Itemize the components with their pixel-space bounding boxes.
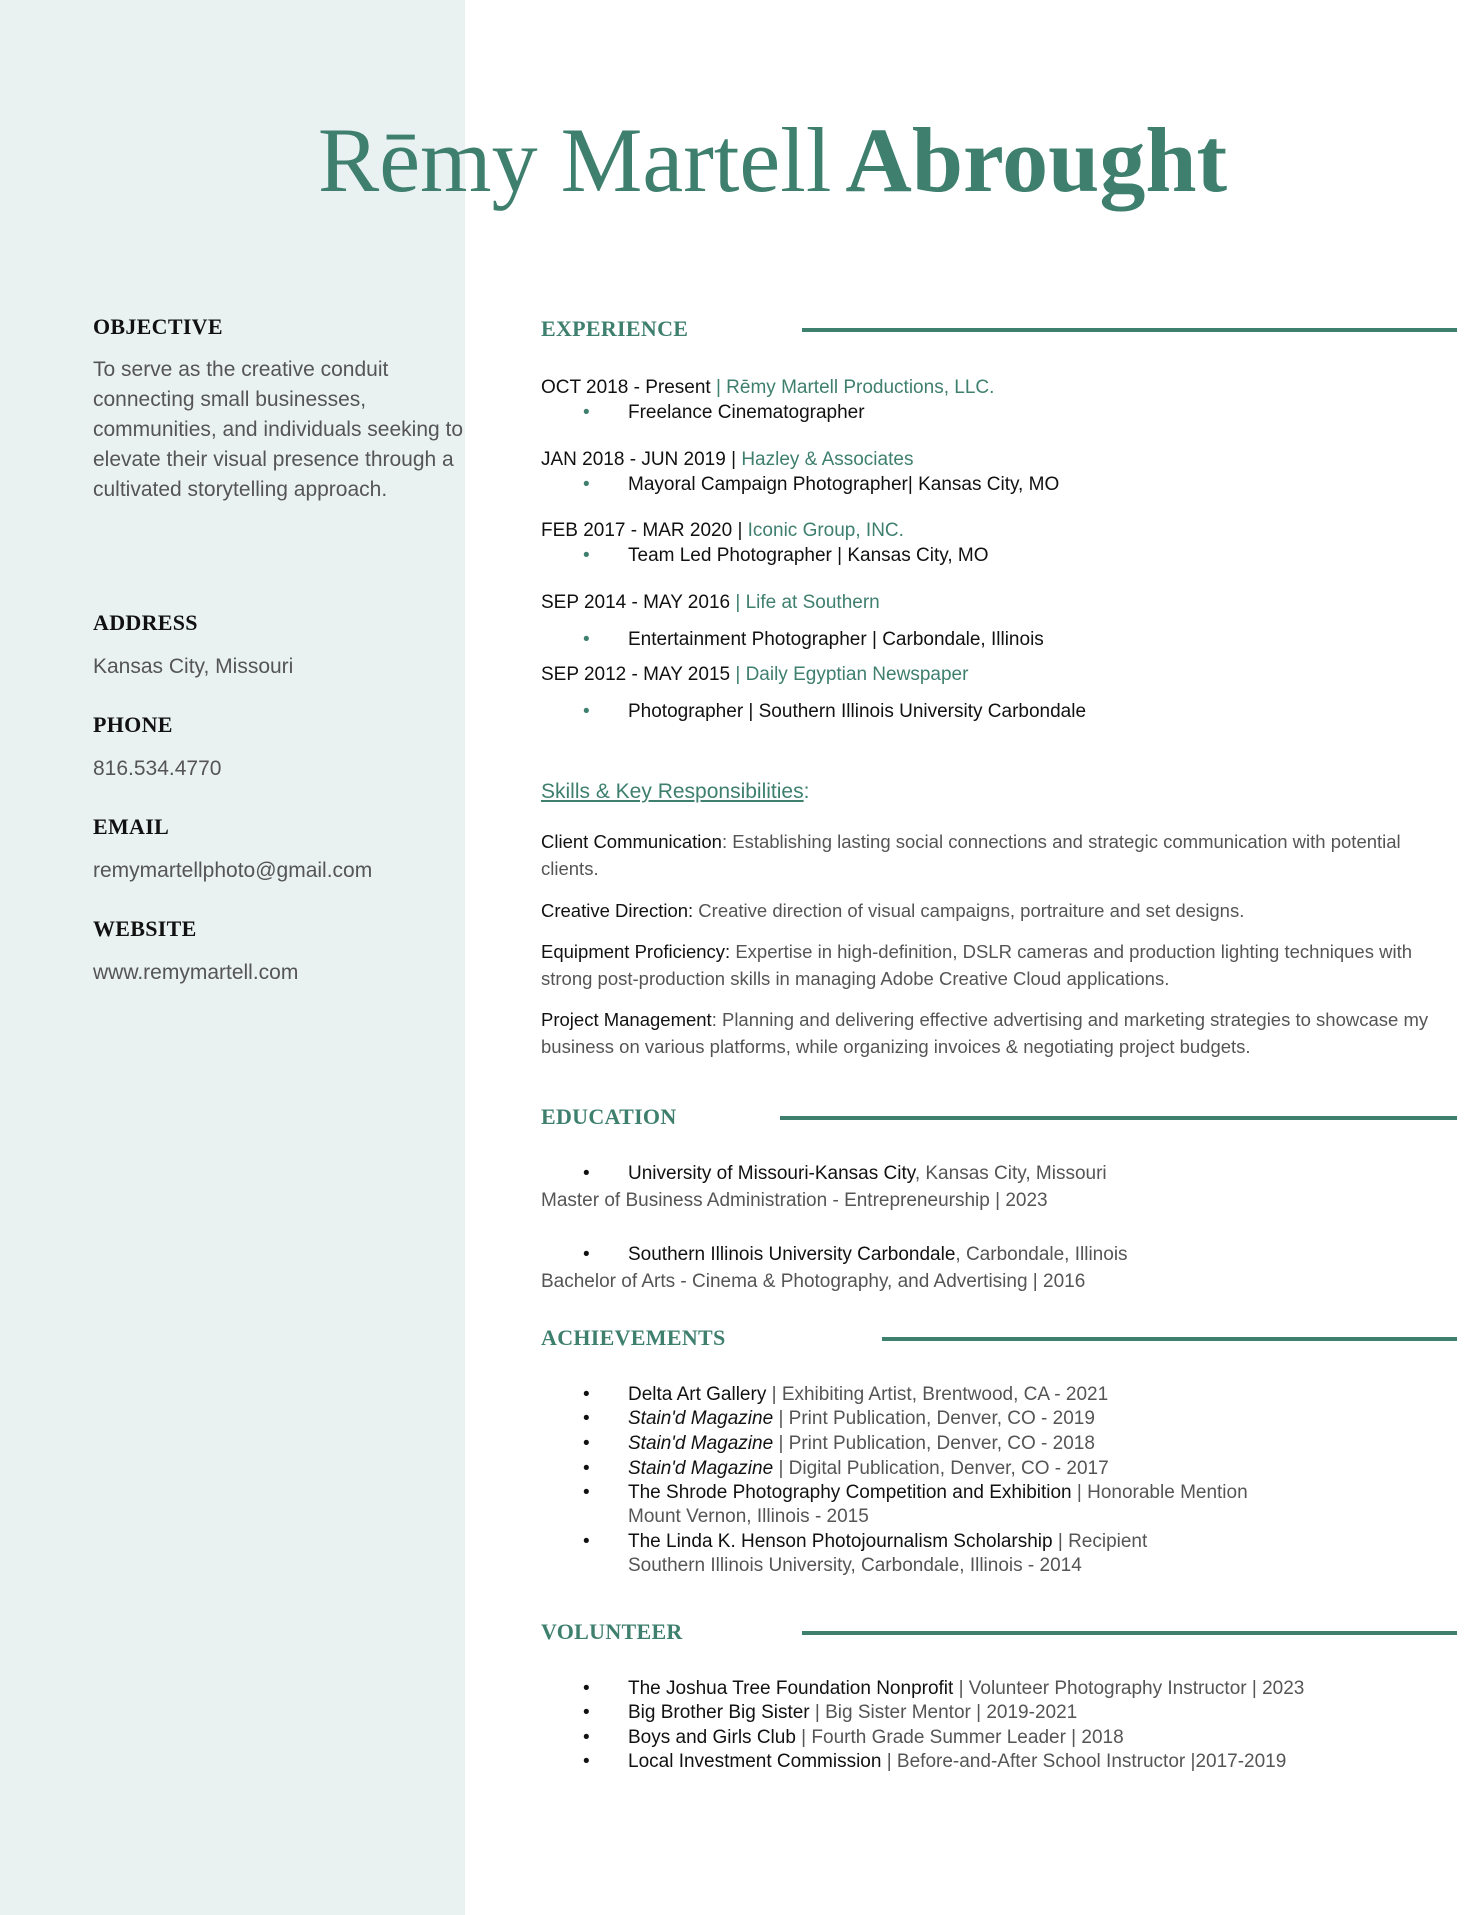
achievement-detail: | Recipient — [1052, 1531, 1148, 1552]
skill-label: Creative Direction: — [541, 900, 694, 921]
achievement-detail: | Print Publication, Denver, CO - 2018 — [773, 1433, 1095, 1454]
bullet-icon: • — [583, 1163, 590, 1184]
skill-label: Client Communication — [541, 831, 722, 852]
bullet-icon: • — [583, 1702, 590, 1723]
job-company: Hazley & Associates — [741, 449, 914, 470]
skill-text: : Planning and delivering effective advertising and marketing strategies to showcase my business on various platforms, while organizing invoices & negotiating project budgets. — [541, 1009, 1429, 1057]
bullet-icon: • — [583, 402, 590, 423]
address-value: Kansas City, Missouri — [93, 655, 294, 678]
achievement-item — [628, 1383, 1108, 1407]
volunteer-detail: | Before-and-After School Instructor |2017-2019 — [881, 1751, 1287, 1772]
experience-rule — [802, 328, 1457, 332]
experience-item — [541, 376, 994, 400]
website-value: www.remymartell.com — [93, 961, 299, 984]
bullet-icon: • — [583, 1433, 590, 1454]
achievement-detail-line: Mount Vernon, Illinois - 2015 — [628, 1506, 869, 1527]
achievements-rule — [882, 1337, 1457, 1341]
bullet-icon: • — [583, 1727, 590, 1748]
bullet-icon: • — [583, 1751, 590, 1772]
achievement-title: Stain'd Magazine — [628, 1433, 774, 1454]
achievement-detail: | Exhibiting Artist, Brentwood, CA - 2021 — [766, 1384, 1109, 1405]
job-dates: FEB 2017 - MAR 2020 — [541, 520, 738, 541]
bullet-icon: • — [583, 629, 590, 650]
job-dates: JAN 2018 - JUN 2019 — [541, 449, 732, 470]
achievement-detail: | Honorable Mention — [1071, 1482, 1248, 1503]
address-heading: ADDRESS — [93, 610, 198, 635]
volunteer-detail: | Fourth Grade Summer Leader | 2018 — [795, 1727, 1124, 1748]
education-degree: Bachelor of Arts - Cinema & Photography, and Advertising | 2016 — [541, 1271, 1086, 1292]
education-school — [628, 1162, 1107, 1186]
achievement-item — [628, 1481, 1248, 1505]
phone-heading: PHONE — [93, 712, 173, 737]
bullet-icon: • — [583, 545, 590, 566]
skill-text: : Establishing lasting social connections and strategic communication with potential clients. — [541, 831, 1401, 879]
volunteer-org: The Joshua Tree Foundation Nonprofit — [628, 1678, 954, 1699]
job-company: Life at Southern — [745, 592, 880, 613]
skill-item — [541, 938, 1446, 992]
skill-text: Expertise in high-definition, DSLR cameras and production lighting techniques with strong post-production skills in managing Adobe Creative Cloud applications. — [541, 941, 1413, 989]
volunteer-item — [628, 1701, 1077, 1725]
skill-item — [541, 1006, 1446, 1060]
skills-heading-text: Skills & Key Responsibilities — [541, 780, 804, 803]
education-degree: Master of Business Administration - Entrepreneurship | 2023 — [541, 1190, 1048, 1211]
objective-text: To serve as the creative conduit connecting small businesses, communities, and individuals seeking to elevate their visual presence through a cultivated storytelling approach. — [93, 358, 464, 501]
job-company: Iconic Group, INC. — [747, 520, 904, 541]
email-heading: EMAIL — [93, 814, 170, 839]
email-value: remymartellphoto@gmail.com — [93, 859, 373, 882]
job-role: Entertainment Photographer | Carbondale, Illinois — [628, 629, 1044, 650]
job-separator: | — [737, 520, 748, 541]
job-separator: | — [735, 592, 746, 613]
achievement-detail: | Digital Publication, Denver, CO - 2017 — [773, 1458, 1109, 1479]
achievement-title: The Linda K. Henson Photojournalism Scholarship — [628, 1531, 1053, 1552]
skill-label: Project Management — [541, 1009, 712, 1030]
job-role: Mayoral Campaign Photographer| Kansas City, MO — [628, 474, 1060, 495]
school-name: Southern Illinois University Carbondale — [628, 1244, 956, 1265]
bullet-icon: • — [583, 1482, 590, 1503]
achievement-title: Stain'd Magazine — [628, 1408, 774, 1429]
job-dates: OCT 2018 - Present — [541, 377, 716, 398]
skills-heading — [541, 780, 809, 804]
volunteer-org: Local Investment Commission — [628, 1751, 882, 1772]
job-separator: | — [715, 377, 727, 398]
website-heading: WEBSITE — [93, 916, 197, 941]
bullet-icon: • — [583, 1384, 590, 1405]
job-dates: SEP 2014 - MAY 2016 — [541, 592, 736, 613]
volunteer-detail: | Volunteer Photography Instructor | 2023 — [953, 1678, 1305, 1699]
volunteer-org: Big Brother Big Sister — [628, 1702, 810, 1723]
achievement-title: Stain'd Magazine — [628, 1458, 774, 1479]
achievement-detail: | Print Publication, Denver, CO - 2019 — [773, 1408, 1095, 1429]
bullet-icon: • — [583, 1531, 590, 1552]
volunteer-item — [628, 1726, 1124, 1750]
volunteer-rule — [802, 1631, 1457, 1635]
skill-item — [541, 897, 1446, 924]
bullet-icon: • — [583, 701, 590, 722]
bullet-icon: • — [583, 1244, 590, 1265]
achievement-detail-line: Southern Illinois University, Carbondale, Illinois - 2014 — [628, 1555, 1082, 1576]
job-separator: | — [731, 449, 742, 470]
bullet-icon: • — [583, 474, 590, 495]
achievement-item — [628, 1530, 1147, 1554]
experience-item — [541, 663, 968, 687]
volunteer-org: Boys and Girls Club — [628, 1727, 796, 1748]
skill-item — [541, 828, 1446, 882]
experience-item — [541, 519, 904, 543]
achievement-item — [628, 1432, 1095, 1456]
job-company: Rēmy Martell Productions, LLC. — [726, 377, 995, 398]
skill-label: Equipment Proficiency: — [541, 941, 731, 962]
skill-text: Creative direction of visual campaigns, portraiture and set designs. — [693, 900, 1245, 921]
last-name: Abrought — [845, 109, 1228, 211]
achievement-title: The Shrode Photography Competition and Exhibition — [628, 1482, 1072, 1503]
volunteer-heading: VOLUNTEER — [541, 1619, 683, 1644]
job-role: Freelance Cinematographer — [628, 402, 865, 423]
education-rule — [780, 1116, 1457, 1120]
education-heading: EDUCATION — [541, 1104, 677, 1129]
volunteer-item — [628, 1677, 1304, 1701]
volunteer-detail: | Big Sister Mentor | 2019-2021 — [809, 1702, 1078, 1723]
experience-heading: EXPERIENCE — [541, 316, 689, 341]
experience-item — [541, 448, 913, 472]
job-separator: | — [735, 664, 746, 685]
experience-item — [541, 591, 880, 615]
volunteer-item — [628, 1750, 1286, 1774]
bullet-icon: • — [583, 1458, 590, 1479]
skills-heading-colon: : — [803, 780, 810, 803]
bullet-icon: • — [583, 1678, 590, 1699]
school-name: University of Missouri-Kansas City — [628, 1163, 915, 1184]
achievement-title: Delta Art Gallery — [628, 1384, 767, 1405]
page-title — [0, 108, 1467, 212]
school-location: , Carbondale, Illinois — [955, 1244, 1128, 1265]
job-role: Team Led Photographer | Kansas City, MO — [628, 545, 989, 566]
education-school — [628, 1243, 1128, 1267]
job-company: Daily Egyptian Newspaper — [745, 664, 969, 685]
achievement-item — [628, 1407, 1095, 1431]
job-role: Photographer | Southern Illinois University Carbondale — [628, 701, 1087, 722]
school-location: , Kansas City, Missouri — [914, 1163, 1107, 1184]
achievement-item — [628, 1457, 1109, 1481]
job-dates: SEP 2012 - MAY 2015 — [541, 664, 736, 685]
phone-value: 816.534.4770 — [93, 757, 222, 780]
first-names: Rēmy Martell — [317, 109, 832, 211]
bullet-icon: • — [583, 1408, 590, 1429]
objective-heading: OBJECTIVE — [93, 314, 223, 339]
achievements-heading: ACHIEVEMENTS — [541, 1325, 726, 1350]
